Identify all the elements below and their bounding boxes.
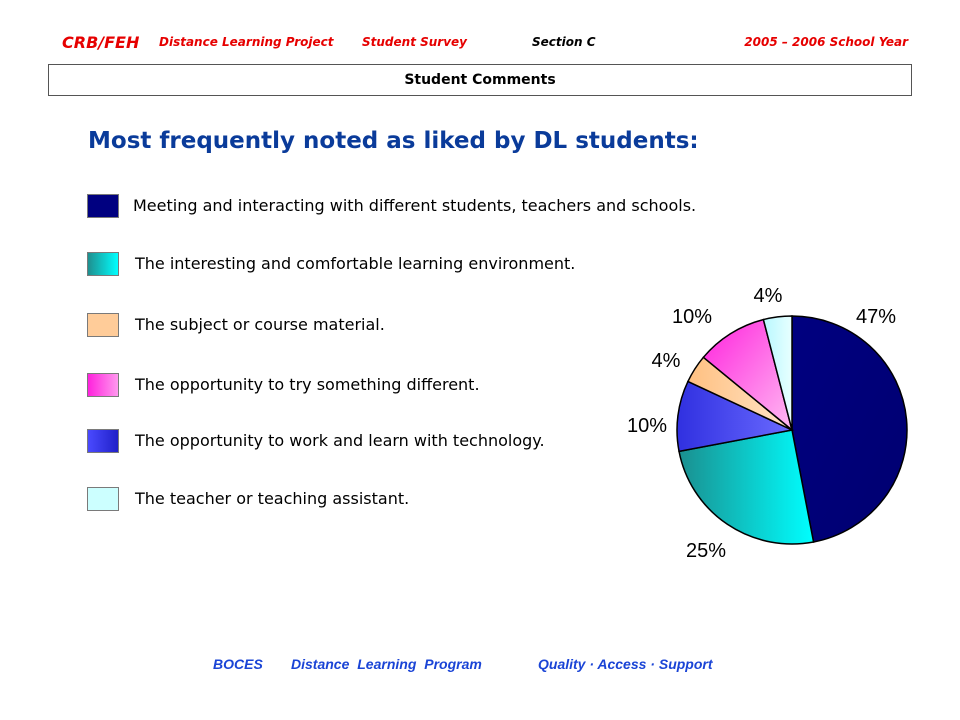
header-survey: Student Survey <box>362 35 467 49</box>
legend-label-subject: The subject or course material. <box>135 315 385 334</box>
legend-label-meeting: Meeting and interacting with different students, teachers and schools. <box>133 196 697 215</box>
footer-program: Distance Learning Program <box>291 656 482 672</box>
header-year: 2005 – 2006 School Year <box>744 35 908 49</box>
pie-label-different: 10% <box>671 306 713 328</box>
legend-label-technology: The opportunity to work and learn with technology. <box>135 431 545 450</box>
legend-swatch-subject <box>87 313 119 337</box>
pie-slice-meeting <box>792 316 907 542</box>
legend-swatch-environment <box>87 252 119 276</box>
footer-tagline: Quality · Access · Support <box>538 656 713 672</box>
pie-label-meeting: 47% <box>855 306 897 328</box>
legend-label-environment: The interesting and comfortable learning environment. <box>135 254 576 273</box>
subject-box: Student Comments <box>48 64 912 96</box>
page-title: Most frequently noted as liked by DL students: <box>88 128 699 154</box>
pie-label-teacher: 4% <box>753 285 783 307</box>
footer-bar <box>213 656 773 674</box>
pie-slices <box>677 316 907 544</box>
header-project: Distance Learning Project <box>159 35 334 49</box>
pie-chart <box>600 270 930 570</box>
legend-swatch-technology <box>87 429 119 453</box>
header-section: Section C <box>532 35 596 49</box>
legend-label-teacher: The teacher or teaching assistant. <box>135 489 410 508</box>
header-org: CRB/FEH <box>62 33 140 52</box>
legend-swatch-teacher <box>87 487 119 511</box>
header-bar <box>62 35 908 55</box>
footer-boces: BOCES <box>213 656 263 672</box>
legend-swatch-different <box>87 373 119 397</box>
legend-label-different: The opportunity to try something different. <box>135 375 480 394</box>
pie-label-technology: 10% <box>626 415 668 437</box>
pie-label-environment: 25% <box>685 540 727 562</box>
pie-label-subject: 4% <box>651 350 681 372</box>
legend-swatch-meeting <box>87 194 119 218</box>
